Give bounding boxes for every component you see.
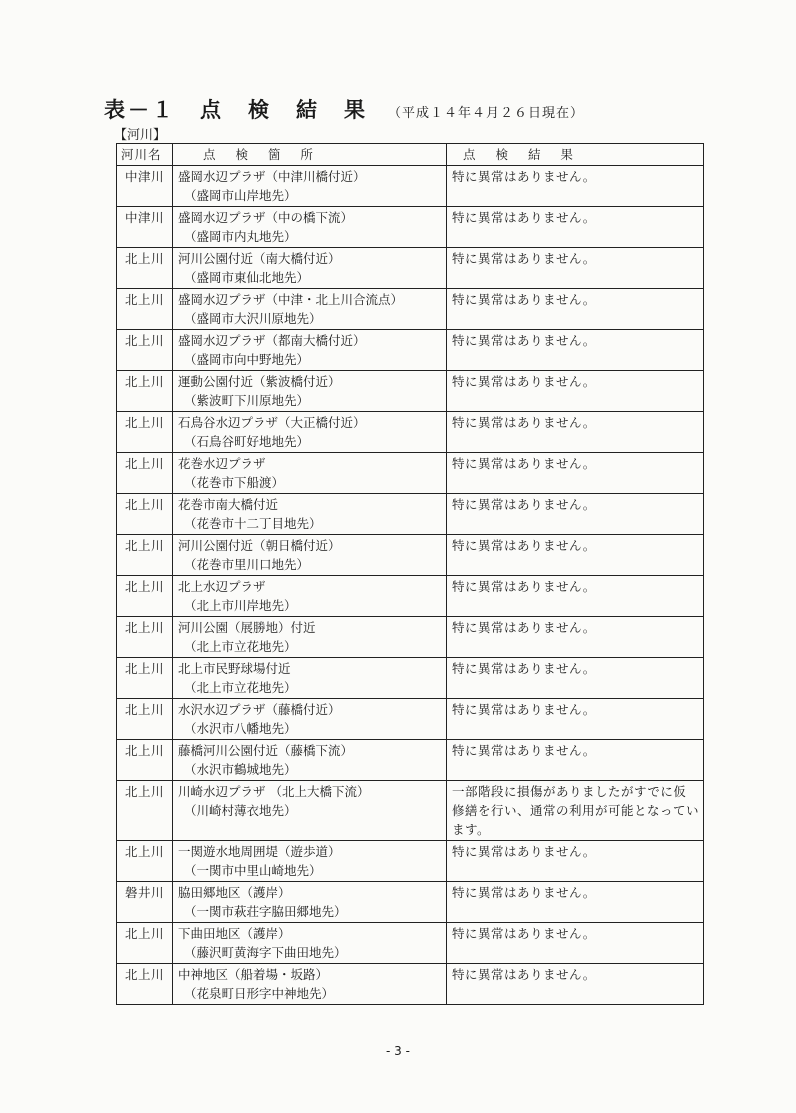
- location-cell: [173, 248, 447, 289]
- location-cell: [173, 964, 447, 1005]
- location-area: （北上市立花地先）: [184, 680, 297, 695]
- location-cell: [173, 330, 447, 371]
- result-cell: 特に異常はありません。: [447, 923, 704, 964]
- table-row: [117, 371, 704, 412]
- river-name: 北上川: [117, 964, 173, 1005]
- result-cell: 特に異常はありません。: [447, 248, 704, 289]
- table-row: [117, 781, 704, 841]
- location-area: （花巻市里川口地先）: [184, 557, 310, 572]
- result-cell: 特に異常はありません。: [447, 207, 704, 248]
- location-name: 盛岡水辺プラザ（中津・北上川合流点）: [178, 292, 404, 307]
- section-label: 【河川】: [114, 128, 167, 143]
- result-cell: 特に異常はありません。: [447, 453, 704, 494]
- river-name: 北上川: [117, 699, 173, 740]
- location-area: （花巻市十二丁目地先）: [184, 516, 322, 531]
- result-cell: 特に異常はありません。: [447, 412, 704, 453]
- table-row: [117, 576, 704, 617]
- location-area: （一関市中里山崎地先）: [184, 863, 322, 878]
- location-area: （花巻市下船渡）: [184, 475, 285, 490]
- location-name: 花巻水辺プラザ: [178, 456, 266, 471]
- river-name: 中津川: [117, 166, 173, 207]
- location-cell: [173, 371, 447, 412]
- location-cell: [173, 576, 447, 617]
- table-row: [117, 207, 704, 248]
- result-cell: 特に異常はありません。: [447, 658, 704, 699]
- result-cell: 一部階段に損傷がありましたがすでに仮修繕を行い、通常の利用が可能となっています。: [447, 781, 704, 841]
- location-area: （盛岡市大沢川原地先）: [184, 311, 322, 326]
- location-name: 河川公園付近（朝日橋付近）: [178, 538, 341, 553]
- location-area: （盛岡市東仙北地先）: [184, 270, 310, 285]
- location-cell: [173, 699, 447, 740]
- location-name: 石鳥谷水辺プラザ（大正橋付近）: [178, 415, 366, 430]
- location-name: 脇田郷地区（護岸）: [178, 885, 291, 900]
- location-cell: [173, 494, 447, 535]
- table-row: [117, 535, 704, 576]
- table-row: [117, 699, 704, 740]
- location-area: （北上市川岸地先）: [184, 598, 297, 613]
- result-cell: 特に異常はありません。: [447, 617, 704, 658]
- page-title: 表－１ 点 検 結 果: [104, 98, 368, 122]
- river-name: 北上川: [117, 658, 173, 699]
- location-cell: [173, 535, 447, 576]
- river-name: 北上川: [117, 535, 173, 576]
- table-row: [117, 166, 704, 207]
- location-cell: [173, 882, 447, 923]
- location-area: （一関市萩荘字脇田郷地先）: [184, 904, 347, 919]
- location-cell: [173, 781, 447, 841]
- river-name: 北上川: [117, 412, 173, 453]
- result-cell: 特に異常はありません。: [447, 371, 704, 412]
- location-name: 北上市民野球場付近: [178, 661, 291, 676]
- inspection-table: [116, 143, 704, 1005]
- location-name: 花巻市南大橋付近: [178, 497, 279, 512]
- table-row: [117, 923, 704, 964]
- location-cell: [173, 412, 447, 453]
- location-area: （花泉町日形字中神地先）: [184, 986, 335, 1001]
- header-river: 河川名: [117, 144, 173, 166]
- table-row: [117, 964, 704, 1005]
- result-cell: 特に異常はありません。: [447, 882, 704, 923]
- location-area: （北上市立花地先）: [184, 639, 297, 654]
- result-cell: 特に異常はありません。: [447, 699, 704, 740]
- title-block: [104, 94, 584, 124]
- table-row: [117, 248, 704, 289]
- header-location: 点 検 箇 所: [173, 144, 447, 166]
- location-name: 北上水辺プラザ: [178, 579, 266, 594]
- result-cell: 特に異常はありません。: [447, 330, 704, 371]
- table-row: [117, 841, 704, 882]
- table-row: [117, 617, 704, 658]
- location-area: （盛岡市向中野地先）: [184, 352, 310, 367]
- table-row: [117, 289, 704, 330]
- table-row: [117, 453, 704, 494]
- location-area: （石鳥谷町好地地先）: [184, 434, 310, 449]
- location-name: 一関遊水地周囲堤（遊歩道）: [178, 844, 341, 859]
- location-cell: [173, 923, 447, 964]
- result-cell: 特に異常はありません。: [447, 289, 704, 330]
- location-name: 川崎水辺プラザ （北上大橋下流）: [178, 784, 370, 799]
- table-row: [117, 330, 704, 371]
- river-name: 中津川: [117, 207, 173, 248]
- table-row: [117, 740, 704, 781]
- location-cell: [173, 453, 447, 494]
- title-date: （平成１４年４月２６日現在）: [388, 106, 585, 121]
- result-cell: 特に異常はありません。: [447, 535, 704, 576]
- location-area: （水沢市八幡地先）: [184, 721, 297, 736]
- location-name: 盛岡水辺プラザ（中の橋下流）: [178, 210, 354, 225]
- header-row: [117, 144, 704, 166]
- river-name: 北上川: [117, 371, 173, 412]
- river-name: 北上川: [117, 781, 173, 841]
- result-cell: 特に異常はありません。: [447, 166, 704, 207]
- result-cell: 特に異常はありません。: [447, 494, 704, 535]
- river-name: 北上川: [117, 617, 173, 658]
- river-name: 北上川: [117, 576, 173, 617]
- table-row: [117, 412, 704, 453]
- location-cell: [173, 289, 447, 330]
- location-cell: [173, 166, 447, 207]
- table-row: [117, 882, 704, 923]
- river-name: 北上川: [117, 494, 173, 535]
- location-area: （盛岡市山岸地先）: [184, 188, 297, 203]
- river-name: 北上川: [117, 248, 173, 289]
- location-name: 藤橋河川公園付近（藤橋下流）: [178, 743, 354, 758]
- location-name: 中神地区（船着場・坂路）: [178, 967, 329, 982]
- river-name: 北上川: [117, 289, 173, 330]
- location-name: 河川公園付近（南大橋付近）: [178, 251, 341, 266]
- page-number: - 3 -: [386, 1044, 410, 1058]
- river-name: 北上川: [117, 453, 173, 494]
- location-name: 運動公園付近（紫波橋付近）: [178, 374, 341, 389]
- location-cell: [173, 841, 447, 882]
- location-cell: [173, 207, 447, 248]
- location-area: （水沢市鶴城地先）: [184, 762, 297, 777]
- result-cell: 特に異常はありません。: [447, 576, 704, 617]
- river-name: 北上川: [117, 330, 173, 371]
- location-name: 河川公園（展勝地）付近: [178, 620, 316, 635]
- table-row: [117, 494, 704, 535]
- location-area: （盛岡市内丸地先）: [184, 229, 297, 244]
- location-area: （藤沢町黄海字下曲田地先）: [184, 945, 347, 960]
- location-cell: [173, 658, 447, 699]
- location-cell: [173, 740, 447, 781]
- river-name: 北上川: [117, 841, 173, 882]
- location-area: （紫波町下川原地先）: [184, 393, 310, 408]
- table-row: [117, 658, 704, 699]
- location-name: 盛岡水辺プラザ（都南大橋付近）: [178, 333, 366, 348]
- result-cell: 特に異常はありません。: [447, 740, 704, 781]
- location-name: 水沢水辺プラザ（藤橋付近）: [178, 702, 341, 717]
- river-name: 北上川: [117, 923, 173, 964]
- location-name: 下曲田地区（護岸）: [178, 926, 291, 941]
- result-cell: 特に異常はありません。: [447, 841, 704, 882]
- header-result: 点 検 結 果: [447, 144, 704, 166]
- result-cell: 特に異常はありません。: [447, 964, 704, 1005]
- location-area: （川崎村薄衣地先）: [184, 803, 297, 818]
- river-name: 北上川: [117, 740, 173, 781]
- river-name: 磐井川: [117, 882, 173, 923]
- location-name: 盛岡水辺プラザ（中津川橋付近）: [178, 169, 366, 184]
- location-cell: [173, 617, 447, 658]
